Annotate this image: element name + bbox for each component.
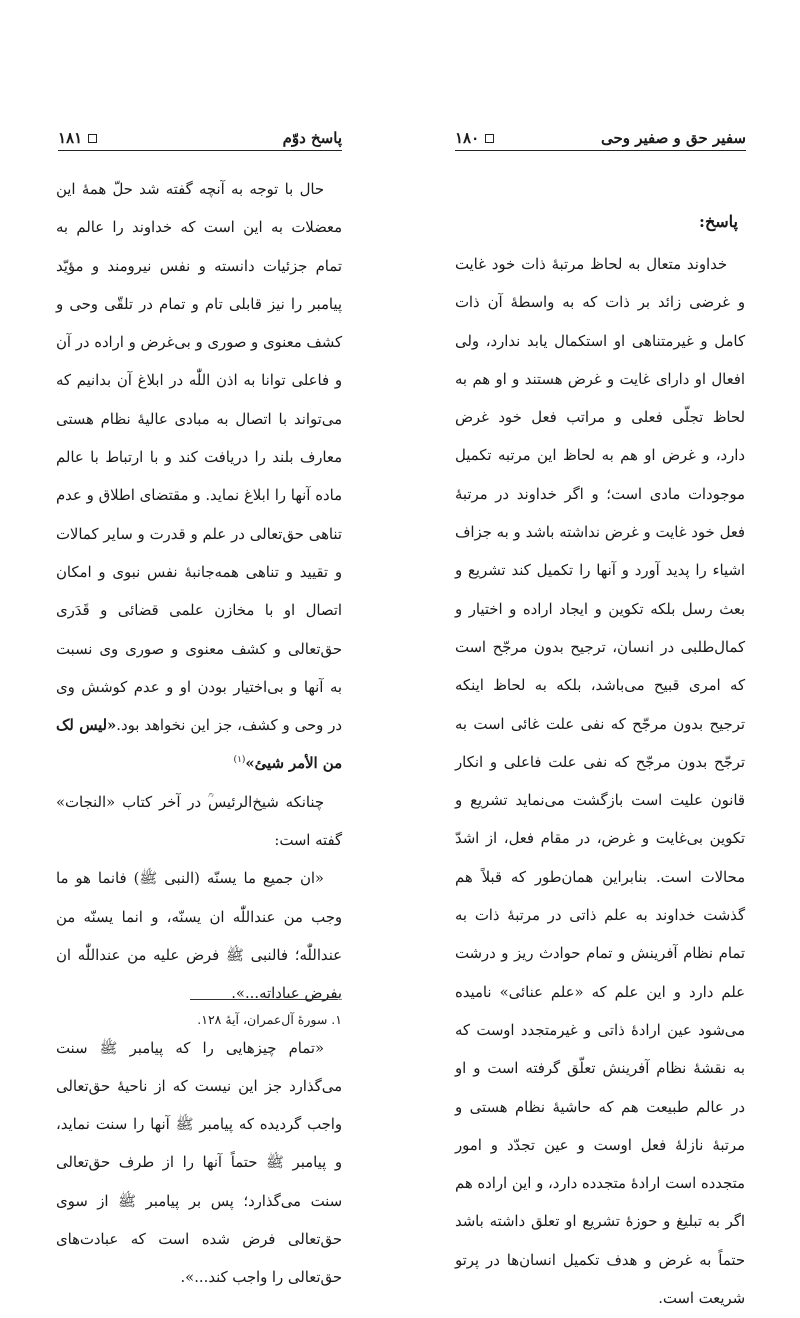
avicenna-intro: چنانکه شیخ‌الرئیس‌ؒ در آخر کتاب «النجات» گفته است: [56,793,342,850]
left-paragraph-text: حال با توجه به آنچه گفته شد حلّ همهٔ این معضلات به این است که خداوند را عالم به تمام جزئیات دانسته و نفس نیرومند و مؤیّد پیامبر را نیز قابلی تام و تمام در تلقّی وحی و کشف معنوی و صوری و بی‌غرض و اراده در آن و فاعلی توانا به اذن اللّٰه در ابلاغ آن بدانیم که می‌تواند با اتصال به مبادی عالیهٔ نظام هستی معارف بلند را دریافت کند و با ارتباط با عالم ماده آنها را ابلاغ نماید. و مقتضای اطلاق و عدم تناهی حق‌تعالی در علم و قدرت و سایر کمالات و تقیید و تناهی همه‌جانبهٔ نفس نبوی و امکان اتصال او با مخازن علمی قضائی و قَدَری حق‌تعالی و کشف معنوی و صوری وی نسبت به آنها و بی‌اختیار بودن او و عدم کوشش وی در وحی و کشف، جز این نخواهد بود. [56,181,342,735]
right-page-number-text: ۱۸۰ [455,129,480,147]
footnote: ۱. سورهٔ آل‌عمران، آیهٔ ۱۲۸. [197,1012,342,1027]
left-page-header [58,124,342,152]
left-paragraph [56,171,342,784]
left-header-rule [58,150,342,151]
left-page-number-text: ۱۸۱ [58,129,83,147]
left-page-number [58,129,97,147]
right-body-text [455,246,745,1318]
left-page [0,0,400,1287]
left-running-title: پاسخ دوّم [282,129,342,147]
square-bullet-icon [485,134,494,143]
persian-translation: «تمام چیزهایی را که پیامبر ﷺ سنت می‌گذارد جز این نیست که از ناحیهٔ حق‌تعالی واجب گردیده که پیامبر ﷺ آنها را سنت نماید، و پیامبر ﷺ حتماً آنها را از طرف حق‌تعالی سنت می‌گذارد؛ پس بر پیامبر ﷺ از سوی حق‌تعالی فرض شده است که عبادت‌های حق‌تعالی را واجب کند...». [56,1039,342,1287]
arabic-quote: «ان جمیع ما یسنّه (النبی ﷺ) فانما هو ما وجب من عنداللّٰه ان یسنّه، و انما یسنّه من عنداللّٰه؛ فالنبی ﷺ فرض علیه من عنداللّٰه ان یفرض عباداته...». [56,870,342,1003]
answer-heading: پاسخ: [699,212,738,231]
right-page-number [455,129,494,147]
right-page-header [455,124,746,152]
left-body-text [56,171,342,1298]
footnote-marker: (۱) [233,755,246,766]
square-bullet-icon [88,134,97,143]
right-page [400,0,800,1308]
quran-quote: «لیس لک من الأمر شیئ» [56,717,342,773]
right-header-rule [455,150,746,151]
footnote-rule [190,999,338,1000]
right-paragraph: خداوند متعال به لحاظ مرتبهٔ ذات خود غایت و غرضی زائد بر ذات که به واسطهٔ آن ذات کامل و غیرمتناهی او استکمال یابد ندارد، ولی افعال او دارای غایت و غرض هستند و او هم به لحاظ تجلّی فعلی و مراتب فعل خود غرض دارد، و غرض او هم به لحاظ این مرتبه تکمیل موجودات مادی است؛ و اگر خداوند در مرتبهٔ فعل خود غایت و غرض نداشته باشد و به جزاف اشیاء را پدید آورد و آنها را تکمیل کند تشریع و بعث رسل بلکه تکوین و ایجاد اراده و اختیار و کمال‌طلبی در انسان، ترجیح بدون مرجّح است که امری قبیح می‌باشد، بلکه به لحاظ اینکه ترجیح بدون مرجّح که نفی علت غائی است به ترجّح بدون مرجّح که نفی علت فاعلی و انکار قانون علیت است بازگشت می‌نماید تشریع و تکوین بی‌غایت و غرض، در مقام فعل، از اشدّ محالات است. بنابراین همان‌طور که قبلاً هم گذشت خداوند به علم ذاتی در مرتبهٔ ذات به تمام نظام آفرینش و تمام حوادث ریز و درشت علم دارد و این علم که «علم عنائی» نامیده می‌شود عین ارادهٔ ذاتی و غیرمتجدد اوست که به نقشهٔ نظام آفرینش تعلّق گرفته است و او در عالم طبیعت هم که حاشیهٔ نظام هستی و مرتبهٔ نازلهٔ فعل اوست و عین تجدّد و امور متجدده است ارادهٔ متجدده دارد، و این اراده هم اگر به تبلیغ و حوزهٔ تشریع او تعلق داشته باشد حتماً به غرض و هدف تکمیل انسان‌ها در پرتو شریعت است. [455,256,745,1308]
right-running-title: سفیر حق و صفیر وحی [600,129,746,147]
